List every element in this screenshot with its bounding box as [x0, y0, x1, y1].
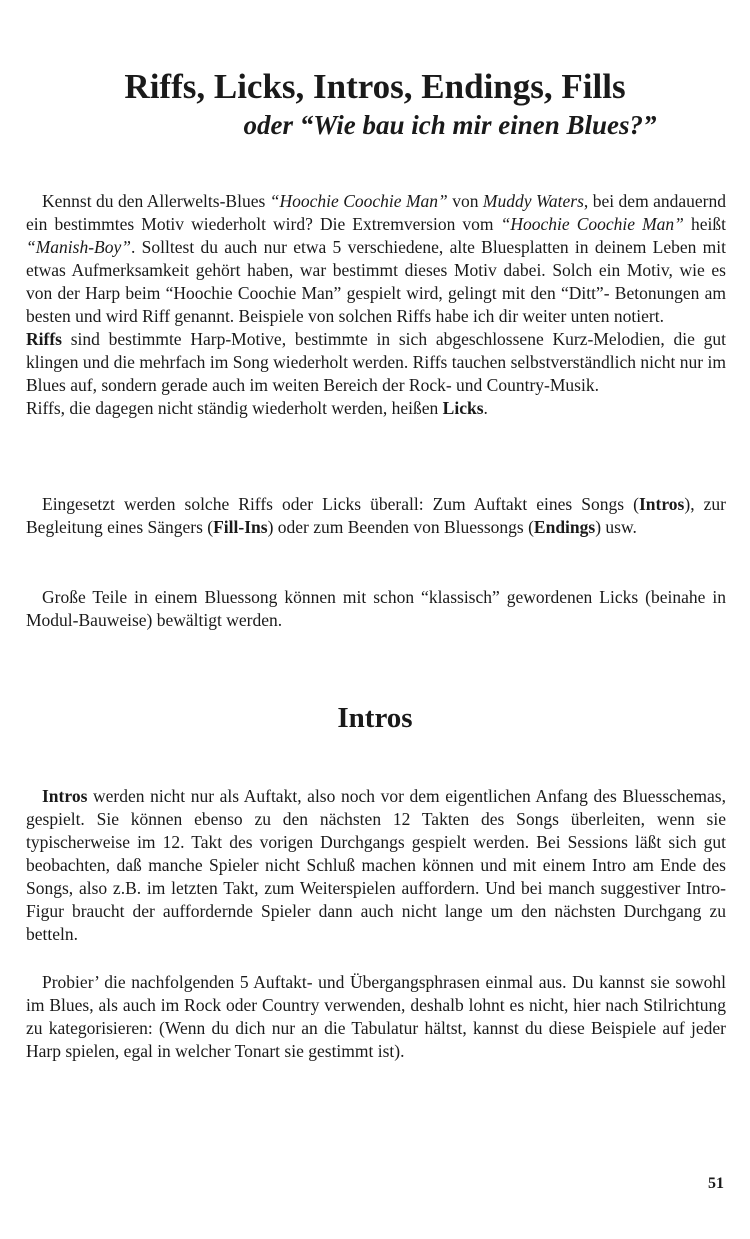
text-run: Riffs, die dagegen nicht ständig wiederholt werden, heißen [26, 398, 443, 418]
paragraph-usage [26, 493, 726, 539]
term-licks: Licks [442, 398, 484, 418]
term-riffs: Riffs [26, 329, 62, 349]
page-title: Riffs, Licks, Intros, Endings, Fills [124, 67, 626, 106]
artist-name: Muddy Waters [482, 191, 584, 211]
paragraph-modules: Große Teile in einem Bluessong können mit schon “klassisch” gewordenen Licks (beinahe in Modul-Bauweise) bewältigt werden. [26, 587, 726, 630]
term-endings: Endings [533, 517, 596, 537]
text-run: werden nicht nur als Auftakt, also noch vor dem eigentlichen Anfang des Bluesschemas, gespielt. Sie können ebenso zu den nächsten 12 Takten des Songs überleiten, wenn sie typischerweise im 12. Takt des vorigen Durchgangs gespielt werden. Bei Sessions läßt sich gut beobachten, daß manche Spieler nicht Schluß machen können und mit einem Intro am Ende des Songs, also z.B. im letzten Takt, zum Weiterspielen auffordern. Und bei manch suggestiver Intro-Figur braucht der auffordernde Spieler dann auch nicht lange um den nächsten Durchgang zu betteln. [26, 786, 726, 944]
text-run: , bei dem andauernd ein bestimmtes Motiv wiederholt wird? Die Extremversion vom [26, 191, 727, 234]
paragraph-practice: Probier’ die nachfolgenden 5 Auftakt- und Übergangsphrasen einmal aus. Du kannst sie sowohl im Blues, als auch im Rock oder Country verwenden, deshalb lohnt es nicht, hier nach Stilrichtung zu kategorisieren: (Wenn du dich nur an die Tabulatur hältst, kannst du diese Beispiele auf jeder Harp spielen, egal in welcher Tonart sie gestimmt ist). [26, 972, 726, 1061]
text-run: ), zur Begleitung eines Sängers ( [26, 494, 726, 537]
page-number: 51 [708, 1175, 724, 1192]
intros-paragraph-group [26, 785, 726, 946]
text-run: Eingesetzt werden solche Riffs oder Licks überall: Zum Auftakt eines Songs ( [42, 494, 639, 514]
paragraph-riffs-definition [26, 328, 726, 397]
paragraph-hoochie-coochie [26, 190, 726, 328]
term-intros: Intros [42, 786, 88, 806]
term-intros: Intros [638, 494, 685, 514]
song-title: “Hoochie Coochie Man” [269, 191, 448, 211]
paragraph-intros [26, 785, 726, 946]
text-run: . Solltest du auch nur etwa 5 verschiedene, alte Bluesplatten in deinem Leben mit etwas Aufmerksamkeit gehört haben, war bestimmt dieses Motiv dabei. Solch ein Motiv, wie es von der Harp beim “Hoochie Coochie Man” gespielt wird, gelingt mit den “Ditt”- Betonungen am besten und wird Riff genannt. Beispiele von solchen Riffs habe ich dir weiter unten notiert. [26, 237, 726, 326]
modules-paragraph-group [26, 586, 726, 632]
practice-paragraph-group [26, 971, 726, 1063]
text-run: von [447, 191, 483, 211]
song-title: “Manish-Boy” [26, 237, 131, 257]
text-run: ) usw. [595, 517, 637, 537]
text-run: Kennst du den Allerwelts-Blues [42, 191, 270, 211]
text-run: heißt [683, 214, 726, 234]
page-subtitle: oder “Wie bau ich mir einen Blues?” [243, 110, 657, 140]
usage-paragraph-group [26, 493, 726, 539]
text-run: . [483, 398, 488, 418]
text-run: sind bestimmte Harp-Motive, bestimmte in sich abgeschlossene Kurz-Melodien, die gut klingen und die mehrfach im Song wiederholt werden. Riffs tauchen selbstverständlich nicht nur im Blues auf, sondern gerade auch im weiten Bereich der Rock- und Country-Musik. [26, 329, 726, 395]
intro-paragraph-group [26, 190, 726, 420]
text-run: ) oder zum Beenden von Bluessongs ( [267, 517, 534, 537]
song-title: “Hoochie Coochie Man” [500, 214, 684, 234]
section-heading-intros: Intros [337, 702, 413, 734]
term-fill-ins: Fill-Ins [213, 517, 268, 537]
paragraph-licks-definition [26, 397, 726, 420]
